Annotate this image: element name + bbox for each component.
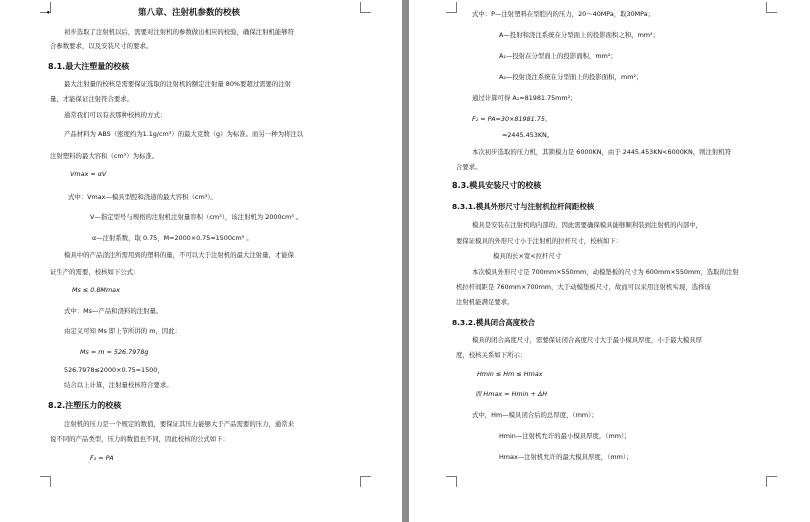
- formula: Vmax = αV: [70, 170, 107, 178]
- formula-note: A₂—投射浇注系统在分型面上的投影面积，mm²；: [499, 73, 643, 81]
- document-page-left: [0, 0, 402, 522]
- formula-note: V—指定型号与规格的注射机注射量容积（cm³），该注射机为 2000cm³ 。: [90, 213, 303, 221]
- paragraph-line: 机拉杆间距是 760mm×700mm，大于动模垫板尺寸，故而可以采用注射机实现，选择该: [456, 283, 711, 291]
- paragraph-line: 注射塑料的最大容积（cm³）为标准。: [50, 152, 159, 160]
- paragraph-line: 度，校核关系如下所示：: [456, 351, 527, 359]
- paragraph-line: 合参数要求，以及安装尺寸的要求。: [50, 42, 153, 50]
- paragraph-line: 本次初步选取的压力机，其锁模力是 6000KN，由于 2445.453KN<6000KN，则注射机符: [472, 148, 732, 156]
- formula: Ms = m = 526.7978g: [80, 348, 149, 356]
- crop-mark-bottom-right: [766, 476, 777, 487]
- formula-note: 式中：Ms—产品和浇料的注射量。: [64, 307, 163, 315]
- paragraph-line: 通过计算可得 A₁=81981.75mm²；: [472, 94, 577, 102]
- crop-mark-bottom-right: [360, 476, 371, 487]
- formula-note: 式中：P—注射塑料在型腔内的压力，20～40MPa，取30MPa；: [472, 10, 655, 18]
- crop-mark-bottom-left: [446, 476, 457, 487]
- formula: Ms ≤ 0.8Mmax: [72, 286, 120, 294]
- paragraph-line: 模具是安装在注射机的内部的，因此需要确保模具能够顺利装到注射机的内部中，: [472, 221, 703, 229]
- paragraph-line: 说不同的产品类型，压力的数值也不同，因此校核的公式如下：: [50, 435, 229, 443]
- formula: =2445.453KN。: [502, 131, 554, 139]
- paragraph-line: 模具中的产品浇注所需用到的塑料的量，不可以大于注射机的最大注射量，才能保: [64, 251, 295, 259]
- paragraph-line: 本次模具外形尺寸是 700mm×550mm，动模垫板的尺寸为 600mm×550mm，选取的注射: [472, 268, 739, 276]
- formula-note: 式中，Hm—模具闭合后的总厚度，（mm）；: [472, 411, 598, 419]
- crop-mark-bottom-left: [40, 476, 51, 487]
- crop-mark-top-right: [766, 2, 777, 13]
- page-gutter: [402, 0, 409, 522]
- paragraph-line: 注射机的压力是一个规定的数值，要保证其压力能够大于产品需要的压力，通常来: [64, 420, 295, 428]
- formula-note: 式中：Vmax—模具型腔和浇道的最大容积（cm³）。: [68, 193, 217, 201]
- paragraph-line: 合要求。: [456, 163, 482, 171]
- formula-note: A₁—投射在分型面上的投影面积，mm²；: [499, 52, 617, 60]
- crop-mark-top-left: [446, 2, 457, 13]
- formula-note: Hmin—注射机允许的最小模具厚度，（mm）；: [499, 432, 631, 440]
- section-heading: 8.2.注塑压力的校核: [48, 401, 122, 410]
- paragraph-line: 量，才能保证注射符合要求。: [50, 95, 134, 103]
- formula: F₂ = PA=30×81981.75，: [472, 115, 552, 123]
- formula: 而 Hmax = Hmin + ΔH: [475, 390, 548, 398]
- paragraph-line: 证生产的需要，校核如下公式：: [50, 268, 140, 276]
- paragraph-line: 初步选取了注射机以后，需要对注射机的参数做出相应的校验，确保注射机能够符: [64, 28, 295, 36]
- formula-note: Hmax—注射机允许的最大模具厚度，（mm）；: [499, 453, 633, 461]
- chapter-title: 第八章、注射机参数的校核: [138, 8, 241, 18]
- paragraph-line: 模具的闭合高度尺寸，需要保证闭合高度尺寸大于最小模具厚度，小于最大模具厚: [472, 336, 703, 344]
- paragraph-line: 产品材料为 ABS（密度约为1.1g/cm³）的最大克数（g）为标准。而另一种为将注以: [64, 130, 304, 138]
- document-page-right: [409, 0, 810, 522]
- paragraph-line: 结合以上计算，注射量校核符合要求。: [64, 381, 173, 389]
- paragraph-line: 通常我们可以有表那种校核的方式：: [64, 111, 167, 119]
- formula-note: A—投射和浇注系统在分型面上的投影面积之和，mm²；: [499, 31, 659, 39]
- paragraph-line: 由定义可知 Ms 即上节所讲的 m，因此：: [64, 327, 182, 335]
- section-heading: 8.1.最大注塑量的校核: [48, 62, 130, 71]
- paragraph-line: 最大注射量的校核是需要保证选取的注射机的额定注射量 80%要超过需要的注射: [64, 80, 292, 88]
- crop-mark-top-right: [360, 2, 371, 13]
- title-bullet: •: [46, 9, 51, 17]
- formula-note: α—注射系数，取 0.75，M=2000×0.75=1500cm³ 。: [92, 234, 253, 242]
- formula: Hmin ≤ Hm ≤ Hmax: [477, 370, 543, 378]
- formula: F₂ = PA: [90, 454, 114, 462]
- subsection-heading: 8.3.1.模具外形尺寸与注射机拉杆间距校核: [452, 202, 595, 211]
- paragraph-line: 模具的长×宽<拉杆尺寸: [493, 252, 562, 260]
- paragraph-line: 注射机能满足要求。: [456, 298, 514, 306]
- section-heading: 8.3.模具安装尺寸的校核: [452, 181, 542, 190]
- subsection-heading: 8.3.2.模具闭合高度校合: [452, 318, 535, 327]
- formula: 526.7978≤2000×0.75=1500，: [64, 366, 164, 374]
- paragraph-line: 要保证模具的外形尺寸小于注射机的拉杆尺寸，校核如下：: [456, 237, 623, 245]
